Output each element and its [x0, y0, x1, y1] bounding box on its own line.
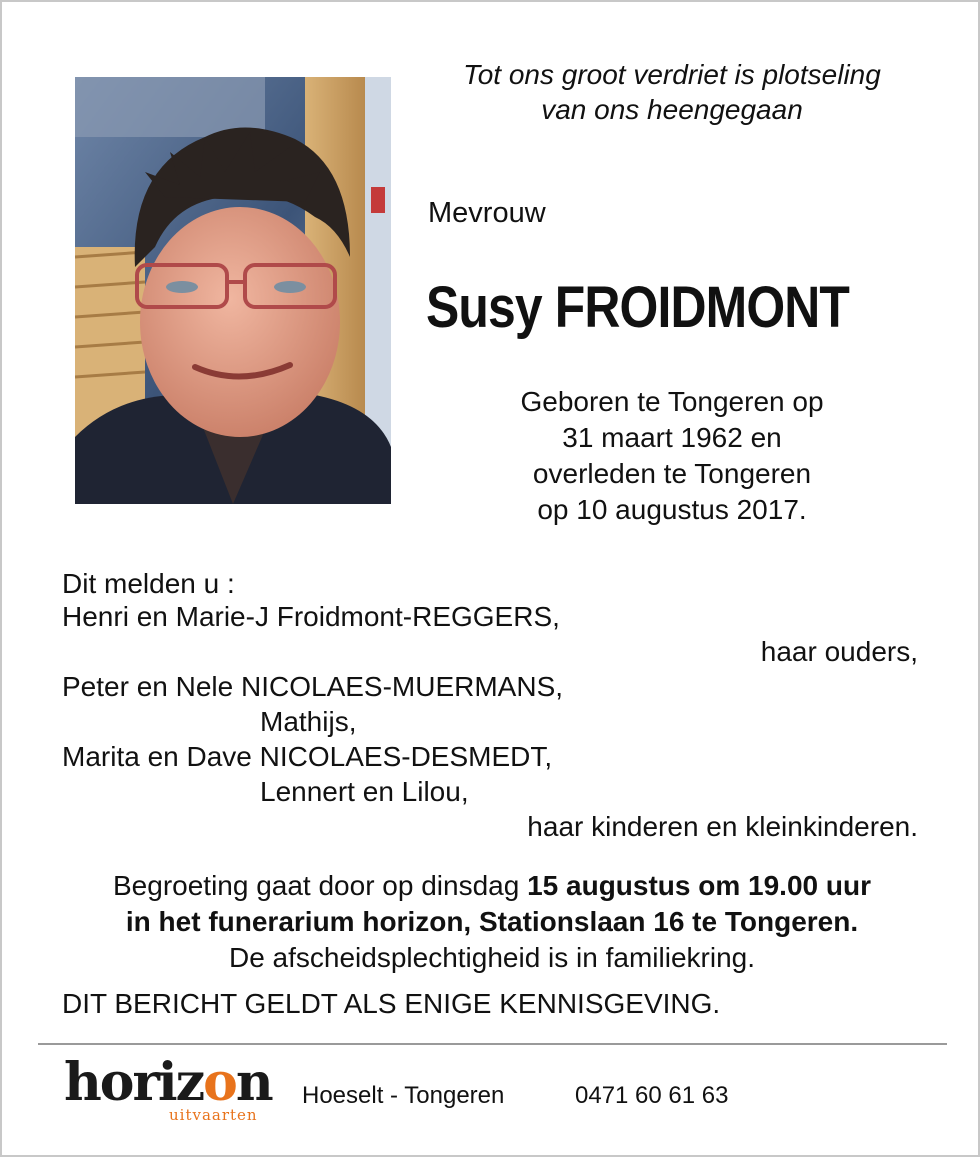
dates-line: op 10 augustus 2017. [537, 494, 807, 525]
family-grandchild-2: Lennert en Lilou, [260, 776, 469, 807]
portrait-illustration [75, 77, 391, 504]
family-intro: Dit melden u : [62, 568, 235, 599]
portrait-photo [75, 77, 391, 504]
ceremony-where-text: in het funerarium horizon, Stationslaan 16 te Tongeren. [125, 906, 859, 937]
ceremony-line-1 [32, 868, 952, 904]
ceremony-note: De afscheidsplechtigheid is in familiekring. [228, 942, 756, 973]
family-parents: Henri en Marie-J Froidmont-REGGERS, [62, 601, 560, 632]
intro-text [402, 57, 942, 127]
family-children-role: haar kinderen en kleinkinderen. [527, 811, 918, 842]
intro-line-2: van ons heengegaan [541, 94, 803, 125]
dates-line: 31 maart 1962 en [562, 422, 782, 453]
footer-phone: 0471 60 61 63 [575, 1082, 729, 1109]
ceremony-prefix: Begroeting gaat door op dinsdag [113, 870, 528, 901]
deceased-name: Susy FROIDMONT [426, 275, 850, 340]
dates-line: overleden te Tongeren [532, 458, 812, 489]
logo-word-part: horiz [64, 1052, 204, 1113]
family-grandchild-1: Mathijs, [260, 706, 357, 737]
divider [38, 1043, 947, 1045]
logo-wordmark [64, 1052, 272, 1113]
family-child-1: Peter en Nele NICOLAES-MUERMANS, [62, 671, 564, 702]
ceremony-info [32, 868, 952, 976]
dates-line: Geboren te Tongeren op [520, 386, 824, 417]
birth-death-details [462, 384, 882, 528]
family-child-2: Marita en Dave NICOLAES-DESMEDT, [62, 741, 553, 772]
horizon-logo [64, 1052, 272, 1128]
ceremony-where [32, 904, 952, 940]
family-parents-role: haar ouders, [760, 636, 918, 667]
ceremony-when: 15 augustus om 19.00 uur [527, 870, 871, 901]
notice-text: DIT BERICHT GELDT ALS ENIGE KENNISGEVING. [62, 988, 721, 1019]
logo-word-part: n [235, 1052, 272, 1113]
footer-locations: Hoeselt - Tongeren [302, 1082, 505, 1109]
honorific: Mevrouw [428, 197, 546, 229]
intro-line-1: Tot ons groot verdriet is plotseling [463, 59, 881, 90]
logo-word-accent: o [203, 1052, 236, 1113]
logo-subtitle: uitvaarten [169, 1106, 258, 1124]
